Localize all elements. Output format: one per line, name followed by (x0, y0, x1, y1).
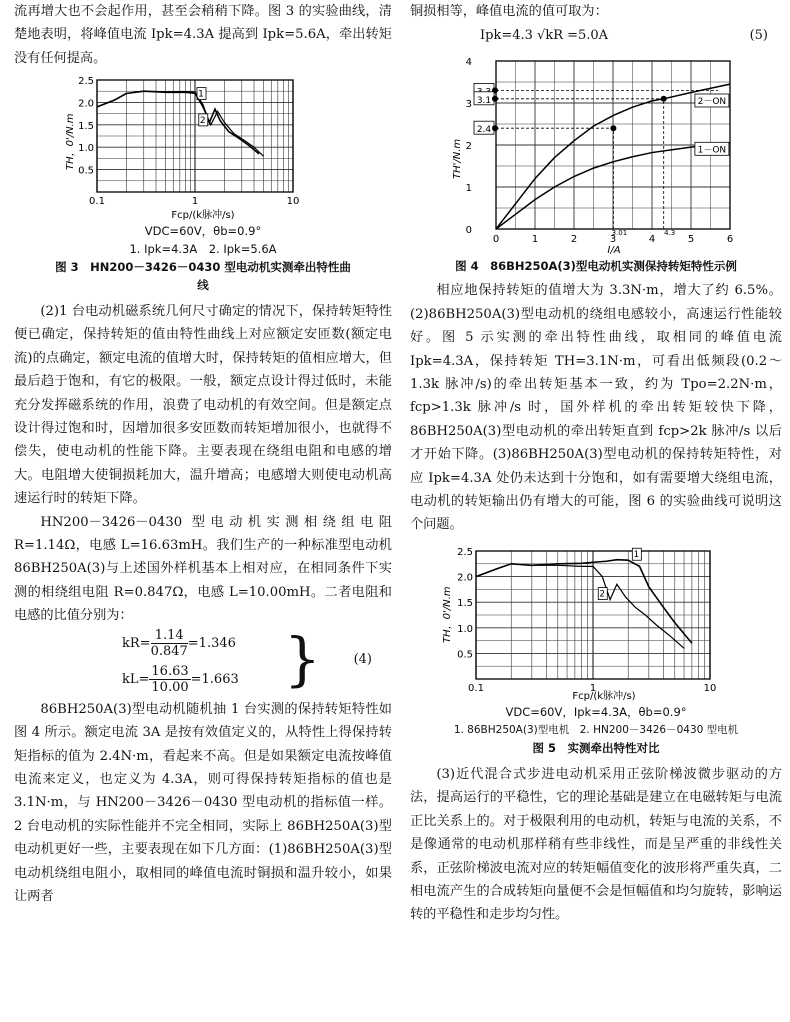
x-tick-label: 1 (531, 234, 539, 246)
equation-4-number: (4) (353, 651, 372, 667)
x-tick-label: 1 (589, 682, 597, 694)
y-tick-label: 1.0 (457, 623, 473, 635)
y-tick-label: 1.5 (78, 120, 94, 132)
equation-5 (410, 23, 782, 49)
series-line-1 (476, 560, 692, 643)
y-tick-label: 2.0 (457, 572, 473, 584)
intersection-dot (610, 126, 616, 132)
y-tick-label: 3 (465, 99, 472, 111)
x-tick-label: 4 (648, 234, 656, 246)
equation-kr: kR= $\frac{1.14}{0.847}$ =1.346 (122, 627, 236, 659)
figure-3-chart (53, 72, 353, 222)
annotation-x-label: 3.01 (611, 229, 628, 238)
x-tick-label: 6 (726, 234, 734, 246)
figure-5-xlabel: Fcp/(k脉冲/s) (572, 690, 636, 702)
y-tick-label: 0.5 (457, 649, 473, 661)
figure-5-conditions: VDC=60V，Ipk=4.3A，θb=0.9° (505, 704, 687, 719)
y-tick-label: 1.5 (457, 598, 473, 610)
series-label-1: 1 (198, 89, 204, 100)
paragraph-resistance: HN200－3426－0430 型电动机实测相绕组电阻 R=1.14Ω，电感 L=16.63mH。我们生产的一种标准型电动机 86BH250A(3)与上述国外样机基本上相对应，在相同条件下实测的相绕组电阻 R=0.847Ω，电感 L=10.00mH。二者电阻和电感的比值分别为： (14, 514, 392, 624)
x-tick-label: 5 (687, 234, 695, 246)
x-tick-label: 3 (609, 234, 617, 246)
figure-4-chart (446, 49, 746, 257)
figure-3-ylabel: TH，0'/N.m (65, 113, 76, 170)
y-tick-label: 2.0 (78, 98, 94, 110)
paragraph-86bh250a: 86BH250A(3)型电动机随机抽 1 台实测的保持转矩特性如图 4 所示。额定电流 3A 是按有效值定义的，从特性上得保持转矩指标的值为 2.4N·m，看起来不高。但是如果额定电流按峰值电流来定义，也定义为 4.3A，则可得保持转矩指标的值也是 3.1N·m，与 HN200－3426－0430 型电动机的指标值一样。2 台电动机的实际性能并不完全相同，实际上 86BH250A(3)型电动机更好一些，主要表现在如下几方面：(1)86BH250A(3)型电动机绕组电阻小，取相同的峰值电流时铜损和温升较小，如果让两者 (14, 701, 392, 904)
y-tick-label: 1 (465, 183, 472, 195)
x-tick-label: 0 (492, 234, 500, 246)
figure-3 (53, 72, 353, 294)
figure-4-caption: 图 4 86BH250A(3)型电动机实测保持转矩特性示例 (455, 259, 737, 274)
equation-kl: kL= $\frac{16.63}{10.00}$ =1.663 (122, 663, 239, 695)
right-column (410, 0, 782, 927)
equation-brace: } (284, 624, 321, 693)
series-line-2 (97, 91, 263, 156)
left-column (14, 0, 392, 908)
series-label-1－ON: 1－ON (697, 145, 727, 156)
series-label-1: 1 (633, 550, 640, 561)
figure-3-caption: 图 3 HN200－3426－0430 型电动机实测牵出特性曲线 (55, 260, 351, 292)
figure-5-ylabel: TH，0'/N.m (442, 586, 453, 643)
figure-4-xlabel: I/A (607, 245, 621, 257)
paragraph-copper-loss: 铜损相等，峰值电流的值可取为： (410, 4, 608, 19)
x-tick-label: 2 (570, 234, 578, 246)
x-tick-label: 1 (191, 196, 199, 207)
figure-5-caption: 图 5 实测牵出特性对比 (532, 740, 660, 755)
figure-5 (436, 543, 756, 757)
figure-5-legend: 1. 86BH250A(3)型电机 2. HN200－3426－0430 型电机 (453, 723, 739, 736)
annotation-dot (492, 126, 498, 132)
equation-5-number: (5) (749, 28, 768, 44)
paragraph-magnetic-system: (2)1 台电动机磁系统几何尺寸确定的情况下，保持转矩特性便已确定，保持转矩的值由特性曲线上对应额定安匝数(额定电流)的点确定，额定电流的值增大时，保持转矩的值相应增大，但最后趋于饱和，有它的极限。一般，额定点设计得过低时，未能充分发挥磁系统的作用，浪费了电动机的有效空间。但是额定点设计得过饱和时，因增加很多安匝数而转矩增加很小，也就得不偿失，使电动机的性能下降。主要表现在绕组电阻和电感的增大。电阻增大使铜损耗加大，温升增高；电感增大则使电动机高速运行时的转矩下降。 (14, 304, 392, 507)
y-tick-label: 2.5 (78, 76, 94, 87)
annotation-x-label: 4.3 (664, 229, 676, 238)
annotation-y-label: 2.4 (476, 125, 492, 136)
x-tick-label: 0.1 (89, 196, 105, 207)
figure-3-conditions: VDC=60V，θb=0.9° (144, 224, 262, 238)
equation-4 (14, 624, 392, 698)
x-tick-label: 0.1 (468, 682, 484, 694)
y-tick-label: 1.0 (78, 143, 94, 155)
y-tick-label: 4 (465, 57, 472, 69)
figure-5-chart (436, 543, 756, 703)
series-label-2: 2 (599, 589, 606, 600)
y-tick-label: 2.5 (457, 546, 473, 558)
series-line-1 (97, 91, 259, 154)
paragraph-microstep: (3)近代混合式步进电动机采用正弦阶梯波微步驱动的方法，提高运行的平稳性，它的理论基础是建立在电磁转矩与电流正比关系上的。对于极限利用的电动机，转矩与电流的关系，不是像通常的电动机那样稍有些非线性，而是呈严重的非线性关系，正弦阶梯波电流对应的转矩幅值变化的波形将严重失真，二相电流产生的合成转矩向量便不会是恒幅值和均匀旋转，影响运转的平稳性和走步均匀性。 (410, 766, 782, 923)
annotation-dot (492, 96, 498, 102)
series-label-2－ON: 2－ON (697, 97, 727, 108)
figure-3-legend: 1. Ipk=4.3A 2. Ipk=5.6A (129, 242, 277, 256)
paragraph-holding-torque: 相应地保持转矩的值增大为 3.3N·m，增大了约 6.5%。(2)86BH250A(3)型电动机的绕组电感较小，高速运行性能较好。图 5 示实测的牵出特性曲线，取相同的峰值电流 Ipk=4.3A，保持转矩 TH=3.1N·m，可看出低频段(0.2～1.3k 脉冲/s)的牵出转矩基本一致，约为 Tpo=2.2N·m，fcp>1.3k 脉冲/s 时，国外样机的牵出转矩较快下降，86BH250A(3)型电动机的牵出转矩直到 fcp>2k 脉冲/s 以后才开始下降。(3)86BH250A(3)型电动机的保持转矩特性，对应 Ipk=4.3A 处仍未达到十分饱和，如有需要增大绕组电流，电动机的转矩输出仍有增大的可能，图 6 的实验曲线可说明这个问题。 (410, 283, 782, 533)
figure-3-xlabel: Fcp/(k脉冲/s) (171, 210, 235, 221)
figure-4-ylabel: TH'/N.m (452, 139, 463, 180)
equation-5-body: Ipk=4.3 √kR =5.0A (480, 28, 609, 44)
y-tick-label: 0 (465, 225, 472, 237)
x-tick-label: 10 (703, 682, 717, 694)
y-tick-label: 0.5 (78, 165, 94, 177)
series-label-2: 2 (199, 115, 206, 126)
y-tick-label: 2 (465, 141, 472, 153)
annotation-y-label: 3.1 (476, 96, 492, 107)
x-tick-label: 10 (286, 196, 300, 207)
figure-4 (446, 49, 746, 275)
paragraph-intro: 流再增大也不会起作用，甚至会稍稍下降。图 3 的实验曲线，清楚地表明，将峰值电流 Ipk=4.3A 提高到 Ipk=5.6A，牵出转矩没有任何提高。 (14, 4, 392, 66)
